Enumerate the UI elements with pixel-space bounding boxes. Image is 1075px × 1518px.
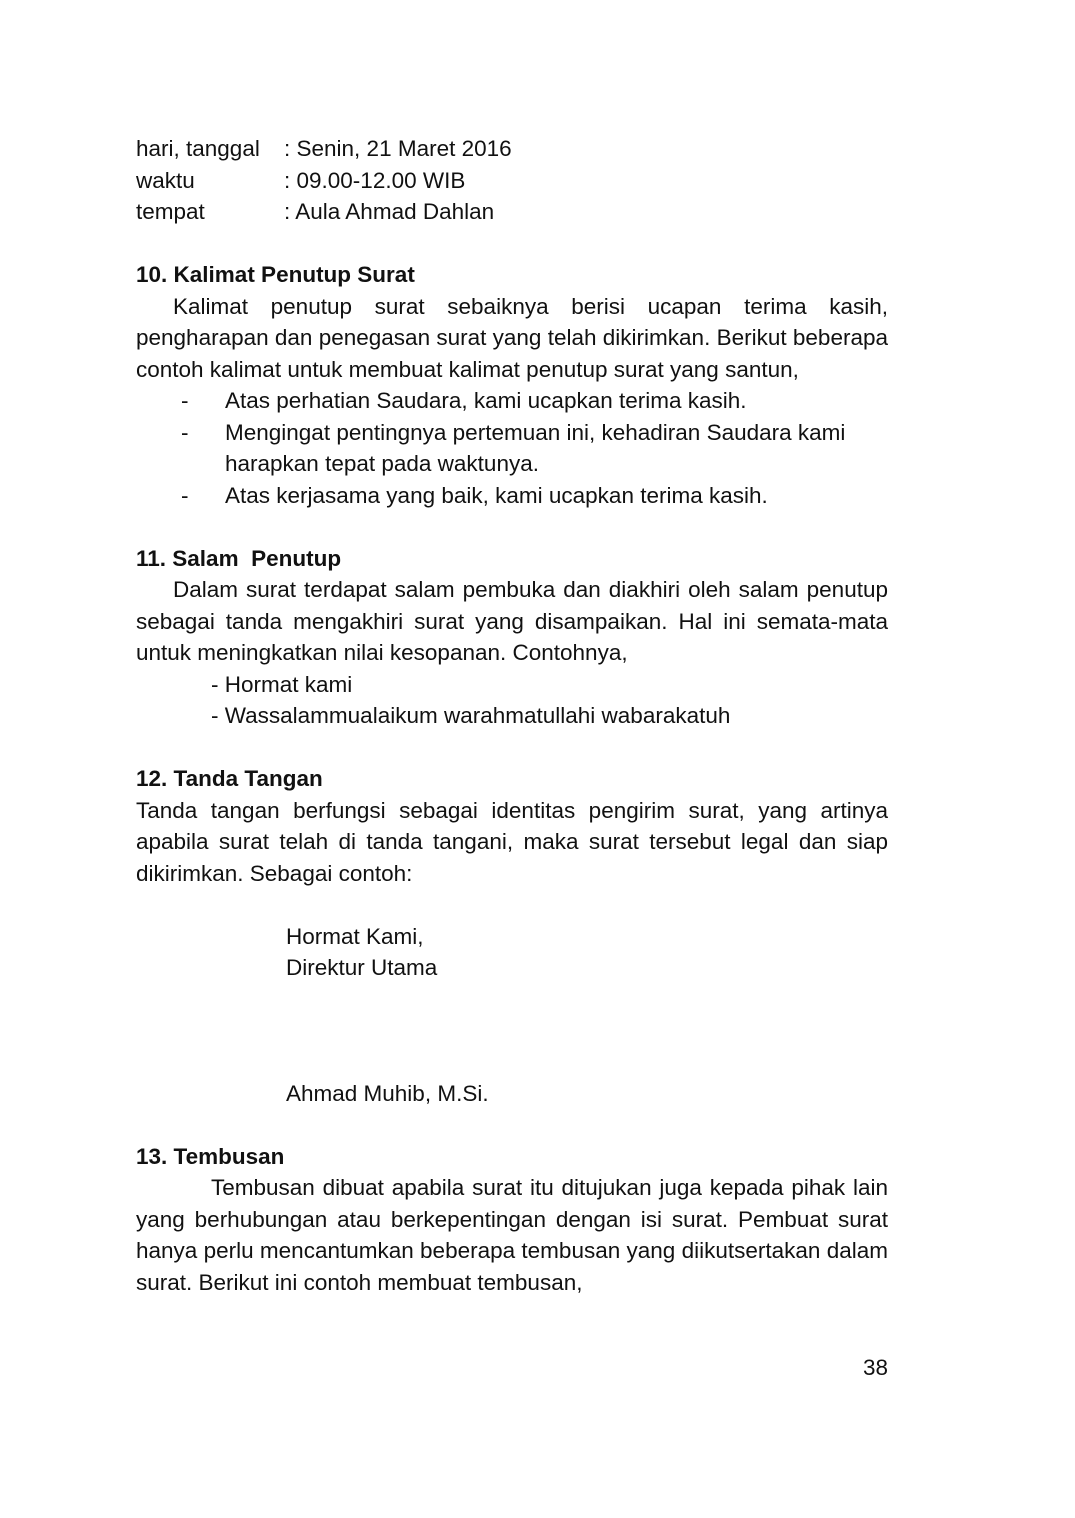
list-item: - Hormat kami <box>211 671 353 697</box>
section-heading: 13. Tembusan <box>136 1143 285 1169</box>
list-item <box>136 480 888 512</box>
section-closing-sentence <box>136 259 888 511</box>
list-item <box>136 417 888 480</box>
info-row-place <box>136 196 888 228</box>
list-item-text: Mengingat pentingnya pertemuan ini, kehadiran Saudara kami harapkan tepat pada waktunya. <box>225 419 846 476</box>
list-item-text: Atas kerjasama yang baik, kami ucapkan terima kasih. <box>225 482 768 508</box>
list-bullet: - <box>181 419 189 445</box>
signature-name: Ahmad Muhib, M.Si. <box>286 1080 489 1106</box>
page-number: 38 <box>862 1355 888 1380</box>
list-item <box>136 385 888 417</box>
info-row-time <box>136 165 888 197</box>
info-value: : Aula Ahmad Dahlan <box>284 199 495 224</box>
info-value: : 09.00-12.00 WIB <box>284 167 466 193</box>
section-paragraph: Kalimat penutup surat sebaiknya berisi ucapan terima kasih, pengharapan dan penegasan surat yang telah dikirimkan. Berikut beberapa contoh kalimat untuk membuat kalimat penutup surat yang santun, <box>136 293 888 382</box>
section-paragraph: Tembusan dibuat apabila surat itu ditujukan juga kepada pihak lain yang berhubungan atau berkepentingan dengan isi surat. Pembuat surat hanya perlu mencantumkan beberapa tembusan yang diikutsertakan dalam surat. Berikut ini contoh membuat tembusan, <box>136 1175 888 1295</box>
section-signature <box>136 763 888 1109</box>
example-list <box>136 385 888 511</box>
section-closing-greeting <box>136 543 888 732</box>
info-row-date <box>136 133 888 165</box>
list-item-text: Atas perhatian Saudara, kami ucapkan terima kasih. <box>225 388 747 413</box>
section-heading: 10. Kalimat Penutup Surat <box>136 262 415 287</box>
section-paragraph: Dalam surat terdapat salam pembuka dan diakhiri oleh salam penutup sebagai tanda mengakhiri surat yang disampaikan. Hal ini semata-mata untuk meningkatkan nilai kesopanan. Contohnya, <box>136 577 888 665</box>
info-label: hari, tanggal <box>136 136 260 161</box>
list-bullet: - <box>181 482 189 508</box>
info-value: : Senin, 21 Maret 2016 <box>284 136 512 161</box>
info-label: waktu <box>136 167 195 193</box>
section-paragraph: Tanda tangan berfungsi sebagai identitas pengirim surat, yang artinya apabila surat telah di tanda tangani, maka surat tersebut legal dan siap dikirimkan. Sebagai contoh: <box>136 797 888 886</box>
section-heading: 12. Tanda Tangan <box>136 766 323 791</box>
signature-position: Direktur Utama <box>286 955 438 980</box>
info-label: tempat <box>136 199 205 224</box>
list-item: - Wassalammualaikum warahmatullahi wabarakatuh <box>211 703 731 728</box>
section-copy <box>136 1141 888 1299</box>
section-heading: 11. Salam Penutup <box>136 545 342 571</box>
document-page <box>136 133 888 1298</box>
list-bullet: - <box>181 388 189 413</box>
signature-closing: Hormat Kami, <box>286 923 424 949</box>
